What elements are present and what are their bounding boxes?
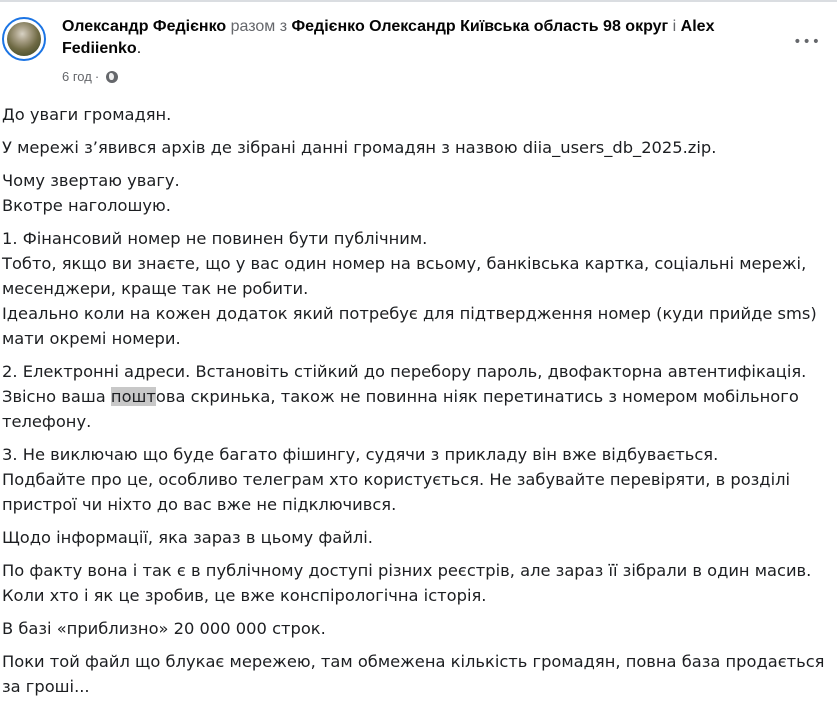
text-line: Тобто, якщо ви знаєте, що у вас один номер на всьому, банківська картка, соціальні мережі, месенджери, краще так не робити.: [2, 254, 807, 298]
paragraph: [2, 558, 832, 608]
paragraph: [2, 359, 832, 434]
paragraph: Щодо інформації, яка зараз в цьому файлі.: [2, 528, 373, 547]
period: .: [136, 40, 142, 57]
with-text: разом з: [230, 18, 288, 35]
post-body: [2, 102, 832, 702]
post-header: [0, 12, 837, 92]
paragraph: У мережі з’явився архів де зібрані данні громадян з назвою diia_users_db_2025.zip.: [2, 138, 717, 157]
text-line: Чому звертаю увагу.: [2, 171, 180, 190]
text-line: 3. Не виключаю що буде багато фішингу, судячи з прикладу він вже відбувається.: [2, 445, 719, 464]
text-line: 2. Електронні адреси. Встановіть стійкий до перебору пароль, двофакторна автентифікація.: [2, 362, 807, 381]
author-line: [62, 16, 782, 60]
avatar[interactable]: [2, 17, 46, 61]
text-line: Ідеально коли на кожен додаток який потребує для підтвердження номер (куди прийде sms) мати окремі номери.: [2, 304, 817, 348]
paragraph: [2, 226, 832, 351]
text-selection-highlight: пошт: [110, 387, 156, 406]
tagged-page-1[interactable]: Федієнко Олександр Київська область 98 округ: [291, 18, 669, 35]
paragraph: [2, 442, 832, 517]
meta-separator: ·: [94, 69, 100, 84]
text-line: По факту вона і так є в публічному доступі різних реєстрів, але зараз її зібрали в один масив.: [2, 561, 812, 580]
tagged-person-2[interactable]: Alex Fediienko: [62, 18, 715, 57]
text-line: Коли хто і як це зробив, це вже конспірологічна історія.: [2, 586, 487, 605]
globe-icon[interactable]: [106, 71, 118, 83]
post-time[interactable]: 6 год: [62, 69, 92, 84]
paragraph: В базі «приблизно» 20 000 000 строк.: [2, 619, 326, 638]
post-meta: [62, 68, 118, 86]
text-line: Вкотре наголошую.: [2, 196, 171, 215]
text-segment: ова скринька, також не повинна ніяк перетинатись з номером мобільного телефону.: [2, 387, 799, 431]
paragraph: Поки той файл що блукає мережею, там обмежена кількість громадян, повна база продається за гроші...: [2, 652, 825, 696]
text-line: Подбайте про це, особливо телеграм хто користується. Не забувайте перевіряти, в розділі пристрої чи ніхто до вас вже не підключився.: [2, 470, 791, 514]
top-divider: [0, 0, 837, 2]
text-line: [2, 384, 832, 434]
avatar-image: [7, 22, 41, 56]
paragraph: [2, 168, 832, 218]
text-line: 1. Фінансовий номер не повинен бути публічним.: [2, 229, 428, 248]
and-text: і: [672, 18, 677, 35]
more-options-button[interactable]: •••: [793, 34, 821, 50]
text-segment: Звісно ваша: [2, 387, 111, 406]
paragraph: До уваги громадян.: [2, 105, 172, 124]
author-name[interactable]: Олександр Федієнко: [62, 18, 227, 35]
